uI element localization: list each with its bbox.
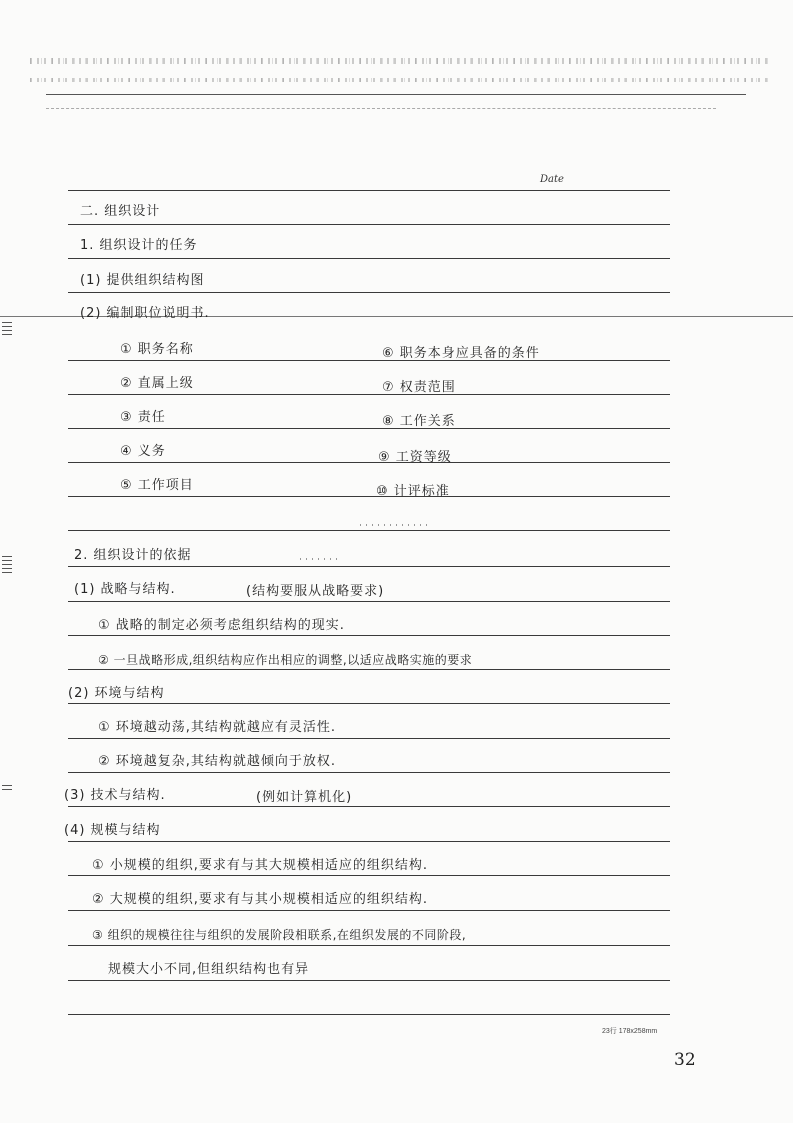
list-item: ⑤ 工作项目: [120, 478, 194, 493]
list-item: (1) 战略与结构.: [74, 582, 176, 597]
list-item: ⑩ 计评标准: [376, 484, 450, 499]
ruled-line: [68, 1014, 670, 1015]
list-item: (1) 提供组织结构图: [80, 273, 205, 288]
binder-mark: [2, 322, 12, 338]
ruled-line: [68, 806, 670, 807]
subsection-title: 2. 组织设计的依据: [74, 548, 192, 563]
list-item: (2) 环境与结构: [68, 686, 165, 701]
list-item: ① 职务名称: [120, 342, 194, 357]
ruled-line: [68, 530, 670, 531]
list-item: 规模大小不同,但组织结构也有异: [108, 962, 310, 977]
list-item: ⑧ 工作关系: [382, 414, 456, 429]
list-item: ② 直属上级: [120, 376, 194, 391]
list-item: (3) 技术与结构.: [64, 788, 166, 803]
ruled-line: [68, 875, 670, 876]
ruled-line: [68, 772, 670, 773]
list-item: ① 战略的制定必须考虑组织结构的现实.: [98, 618, 345, 633]
ruled-line: [68, 394, 670, 395]
scan-noise: [360, 524, 430, 526]
list-item: ⑥ 职务本身应具备的条件: [382, 346, 540, 361]
section-title: 二. 组织设计: [80, 204, 161, 219]
ruled-line: [68, 669, 670, 670]
scan-noise: [30, 48, 770, 98]
scan-noise: [300, 558, 340, 560]
ruled-line: [68, 841, 670, 842]
ruled-line: [68, 980, 670, 981]
list-item: ① 小规模的组织,要求有与其大规模相适应的组织结构.: [92, 858, 429, 873]
ruled-line: [68, 258, 670, 259]
ruled-line: [68, 428, 670, 429]
ruled-line: [68, 462, 670, 463]
ruled-line: [68, 738, 670, 739]
header-rule-faint: [46, 108, 716, 109]
ruled-line: [68, 910, 670, 911]
list-item: ② 大规模的组织,要求有与其小规模相适应的组织结构.: [92, 892, 429, 907]
page-number: 32: [674, 1050, 696, 1070]
list-item: (4) 规模与结构: [64, 823, 161, 838]
ruled-line: [68, 292, 670, 293]
list-item: ③ 组织的规模往往与组织的发展阶段相联系,在组织发展的不同阶段,: [92, 928, 467, 942]
header-rule: [46, 94, 746, 95]
paper-spec: 23行 178x258mm: [602, 1028, 658, 1035]
ruled-line: [68, 945, 670, 946]
list-item: ③ 责任: [120, 410, 166, 425]
ruled-line: [68, 224, 670, 225]
binder-mark: [2, 556, 12, 576]
note: (例如计算机化): [256, 790, 353, 805]
ruled-line: [68, 601, 670, 602]
ruled-line: [68, 566, 670, 567]
ruled-line: [68, 703, 670, 704]
note: (结构要服从战略要求): [246, 584, 385, 599]
list-item: ② 环境越复杂,其结构就越倾向于放权.: [98, 754, 337, 769]
list-item: ② 一旦战略形成,组织结构应作出相应的调整,以适应战略实施的要求: [98, 653, 473, 667]
ruled-line: [68, 360, 670, 361]
subsection-title: 1. 组织设计的任务: [80, 238, 198, 253]
date-label: Date: [540, 174, 564, 185]
ruled-line: [68, 635, 670, 636]
list-item: ⑦ 权责范围: [382, 380, 456, 395]
list-item: ① 环境越动荡,其结构就越应有灵活性.: [98, 720, 337, 735]
ruled-line: [68, 190, 670, 191]
binder-mark: [2, 785, 12, 793]
list-item: (2) 编制职位说明书.: [80, 306, 210, 321]
list-item: ⑨ 工资等级: [378, 450, 452, 465]
ruled-line: [68, 496, 670, 497]
list-item: ④ 义务: [120, 444, 166, 459]
